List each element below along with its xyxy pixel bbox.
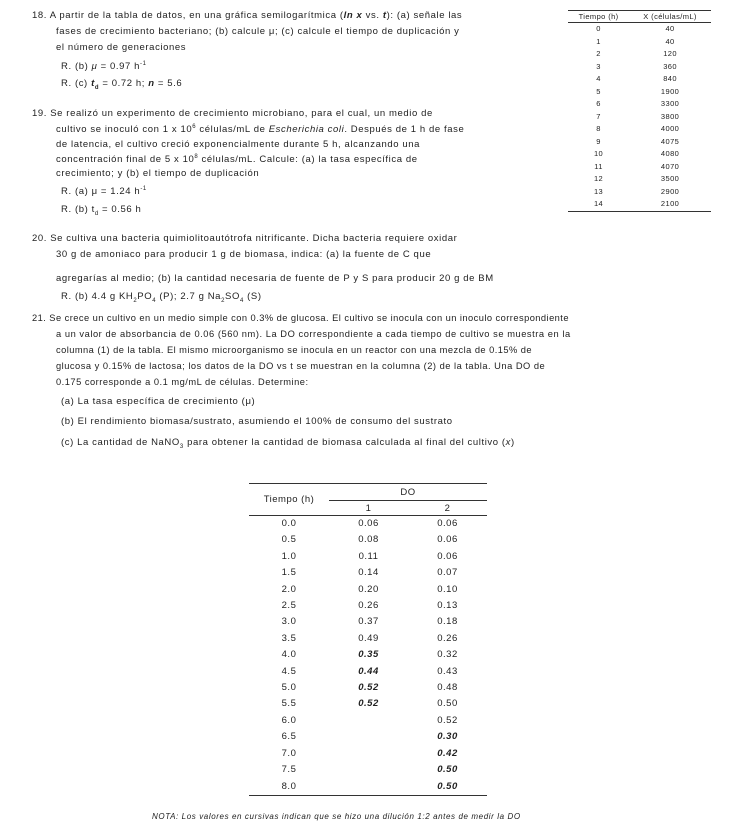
table-row <box>249 779 487 796</box>
do2-cell: 0.06 <box>437 550 458 562</box>
time-cell: 4.5 <box>281 665 297 677</box>
table-row <box>249 532 487 548</box>
table-row <box>249 582 487 598</box>
time-cell: 5.5 <box>281 698 297 710</box>
table-row <box>249 516 487 533</box>
do1-cell: 0.49 <box>358 632 379 644</box>
do2-cell: 0.42 <box>437 747 458 759</box>
p21-line4: glucosa y 0.15% de lactosa; los datos de la DO vs t se muestran en la columna (2) de la tabla. Una DO de <box>56 361 546 371</box>
do1-cell: 0.37 <box>358 616 379 628</box>
concentration-cell: 4080 <box>660 149 680 158</box>
concentration-cell: 360 <box>663 61 677 71</box>
concentration-cell: 840 <box>663 74 677 83</box>
p18-line3: el número de generaciones <box>56 42 187 53</box>
time-cell: 11 <box>594 161 603 171</box>
table-row <box>568 73 711 86</box>
table-row <box>249 598 487 614</box>
do1-cell: 0.44 <box>358 665 379 677</box>
time-cell: 4.0 <box>281 649 297 661</box>
table-row <box>568 111 711 124</box>
p19-answer-a: R. (a) μ = 1.24 $h^{-1}$ <box>61 186 147 198</box>
concentration-cell: 2900 <box>660 186 680 196</box>
do2-cell: 0.50 <box>437 698 458 710</box>
concentration-cell: 2100 <box>629 198 711 211</box>
p21-item-a: (a) La tasa específica de crecimiento (μ) <box>61 396 256 407</box>
do2-cell: 0.18 <box>437 616 458 628</box>
p20-line2: 30 g de amoniaco para producir 1 g de biomasa, indica: (a) la fuente de C que <box>56 249 432 260</box>
concentration-cell: 4070 <box>660 161 680 171</box>
table-row <box>568 61 711 74</box>
table-row <box>568 36 711 49</box>
p19-line4: concentración final de 5 x $10^8$ células/mL. Calcule: (a) la tasa específica de <box>56 154 418 166</box>
p21-item-b: (b) El rendimiento biomasa/sustrato, asumiendo el 100% de consumo del sustrato <box>61 416 453 427</box>
time-cell: 9 <box>596 136 601 146</box>
p21-item-c: (c) La cantidad de NaNO$_3$ para obtener la cantidad de biomasa calculada al final del cultivo (x) <box>61 437 515 450</box>
do1-cell: 0.35 <box>358 649 379 661</box>
time-cell: 8.0 <box>249 779 329 796</box>
p21-line3: columna (1) de la tabla. El mismo microorganismo se inocula en un reactor con una mezcla de 0.15% de <box>56 345 532 355</box>
do1-cell: 0.14 <box>358 567 379 579</box>
time-cell: 7.0 <box>281 747 297 759</box>
table-row <box>249 713 487 729</box>
do1-cell: 0.52 <box>358 682 379 694</box>
concentration-cell: 4075 <box>660 136 680 146</box>
do2-cell: 0.10 <box>437 583 458 595</box>
do2-cell: 0.43 <box>437 665 458 677</box>
p18-line1: 18. A partir de la tabla de datos, en una gráfica semilogarítmica (ln x vs. t): (a) señale las <box>32 10 463 21</box>
do1-cell: 0.08 <box>358 534 379 546</box>
table-row <box>249 746 487 762</box>
concentration-cell: 120 <box>663 49 677 58</box>
concentration-cell: 3500 <box>660 174 680 183</box>
table-row <box>568 86 711 99</box>
p21-line5: 0.175 corresponde a 0.1 mg/mL de células. Determine: <box>56 377 309 387</box>
table-row <box>249 647 487 663</box>
time-cell: 5.0 <box>281 682 297 694</box>
do2-cell: 0.26 <box>437 632 458 644</box>
table-row <box>249 664 487 680</box>
do2-cell: 0.06 <box>437 518 458 529</box>
table-row <box>249 565 487 581</box>
time-cell: 10 <box>593 149 604 158</box>
time-cell: 1.0 <box>281 550 297 562</box>
do1-cell: 0.06 <box>358 518 379 529</box>
do1-cell <box>329 779 408 796</box>
table-row <box>249 549 487 565</box>
time-cell: 3.0 <box>281 616 297 628</box>
table2-header-time: Tiempo (h) <box>249 484 329 516</box>
time-cell: 5 <box>596 86 601 96</box>
table-row <box>249 696 487 712</box>
table-row <box>568 161 711 174</box>
time-cell: 6.5 <box>281 731 297 743</box>
time-cell: 0.5 <box>281 534 297 546</box>
time-cell: 6.0 <box>281 714 297 726</box>
time-cell: 0 <box>596 24 601 33</box>
p18-answer-c: R. (c) $t_d = 0.72$ h; n = 5.6 <box>61 78 183 91</box>
concentration-cell: 40 <box>665 24 675 33</box>
time-cell: 13 <box>593 186 604 196</box>
concentration-cell: 3300 <box>660 99 680 108</box>
time-cell: 2.0 <box>281 583 297 595</box>
do1-cell <box>329 746 408 762</box>
time-cell: 0.0 <box>281 518 297 529</box>
do2-cell: 0.13 <box>437 600 458 612</box>
p21-line1: 21. Se crece un cultivo en un medio simple con 0.3% de glucosa. El cultivo se inocula con un inoculo correspondiente <box>32 313 569 323</box>
do2-cell: 0.07 <box>437 567 458 579</box>
p19-line1: 19. Se realizó un experimento de crecimiento microbiano, para el cual, un medio de <box>32 108 433 119</box>
time-cell: 12 <box>593 174 604 183</box>
p19-line5: crecimiento; y (b) el tiempo de duplicación <box>56 168 260 179</box>
table1-header-time: Tiempo (h) <box>568 11 629 23</box>
time-cell: 3.5 <box>281 632 297 644</box>
do1-cell: 0.11 <box>358 550 379 562</box>
table-row <box>568 173 711 186</box>
concentration-cell: 4000 <box>660 124 680 133</box>
time-cell: 1.5 <box>281 567 297 579</box>
table-note: NOTA: Los valores en cursivas indican que se hizo una dilución 1:2 antes de medir la DO <box>152 812 521 821</box>
p19-answer-b: R. (b) $t_d = 0.56$ h <box>61 204 142 217</box>
do1-cell <box>329 729 408 745</box>
do2-cell: 0.48 <box>437 682 458 694</box>
do-table <box>249 483 487 796</box>
p18-line2: fases de crecimiento bacteriano; (b) calcule μ; (c) calcule el tiempo de duplicación y <box>56 26 460 37</box>
p20-line3: agregarías al medio; (b) la cantidad necesaria de fuente de P y S para producir 20 g de BM <box>56 273 494 284</box>
do1-cell <box>329 713 408 729</box>
table2-col2-header: 2 <box>408 501 487 516</box>
table-row <box>568 186 711 199</box>
do2-cell: 0.52 <box>437 714 458 726</box>
table-row <box>568 148 711 161</box>
do2-cell: 0.32 <box>437 649 458 661</box>
do1-cell: 0.52 <box>358 698 379 710</box>
time-cell: 2 <box>596 49 601 58</box>
time-cell: 14 <box>568 198 629 211</box>
do2-cell: 0.50 <box>408 779 487 796</box>
growth-data-table <box>568 10 711 212</box>
table-row <box>249 762 487 778</box>
p20-answer: R. (b) 4.4 g $KH_2PO_4$ (P); 2.7 g $Na_2SO_4$ (S) <box>61 291 262 304</box>
table-row <box>249 631 487 647</box>
table-row <box>568 198 711 211</box>
table-row <box>249 614 487 630</box>
table-row <box>568 23 711 36</box>
table2-header-do: DO <box>329 484 487 501</box>
do2-cell: 0.50 <box>437 764 458 776</box>
concentration-cell: 1900 <box>660 86 680 96</box>
table-row <box>249 729 487 745</box>
time-cell: 2.5 <box>281 600 297 612</box>
do2-cell: 0.30 <box>437 731 458 743</box>
table-row <box>568 48 711 61</box>
time-cell: 7 <box>596 111 601 121</box>
concentration-cell: 40 <box>665 36 675 46</box>
table-row <box>568 136 711 149</box>
do1-cell: 0.26 <box>358 600 379 612</box>
table-row <box>568 98 711 111</box>
p18-answer-b: R. (b) μ = 0.97 $h^{-1}$ <box>61 61 147 73</box>
p19-line2: cultivo se inoculó con 1 x $10^6$ células/mL de Escherichia coli. Después de 1 h de fase <box>56 124 465 136</box>
do1-cell <box>329 762 408 778</box>
table1-header-x: X (células/mL) <box>629 11 711 23</box>
do1-cell: 0.20 <box>358 583 379 595</box>
p19-line3: de latencia, el cultivo creció exponencialmente durante 5 h, alcanzando una <box>56 139 420 150</box>
time-cell: 4 <box>596 74 601 83</box>
p21-line2: a un valor de absorbancia de 0.06 (560 nm). La DO correspondiente a cada tiempo de cultivo se muestra en la <box>56 329 571 339</box>
time-cell: 7.5 <box>281 764 297 776</box>
time-cell: 6 <box>596 99 601 108</box>
time-cell: 1 <box>596 36 601 46</box>
p20-line1: 20. Se cultiva una bacteria quimiolitoautótrofa nitrificante. Dicha bacteria requiere oxidar <box>32 233 458 244</box>
table-row <box>249 680 487 696</box>
time-cell: 3 <box>596 61 601 71</box>
concentration-cell: 3800 <box>660 111 680 121</box>
do2-cell: 0.06 <box>437 534 458 546</box>
table2-col1-header: 1 <box>329 501 408 516</box>
table-row <box>568 123 711 136</box>
time-cell: 8 <box>596 124 601 133</box>
